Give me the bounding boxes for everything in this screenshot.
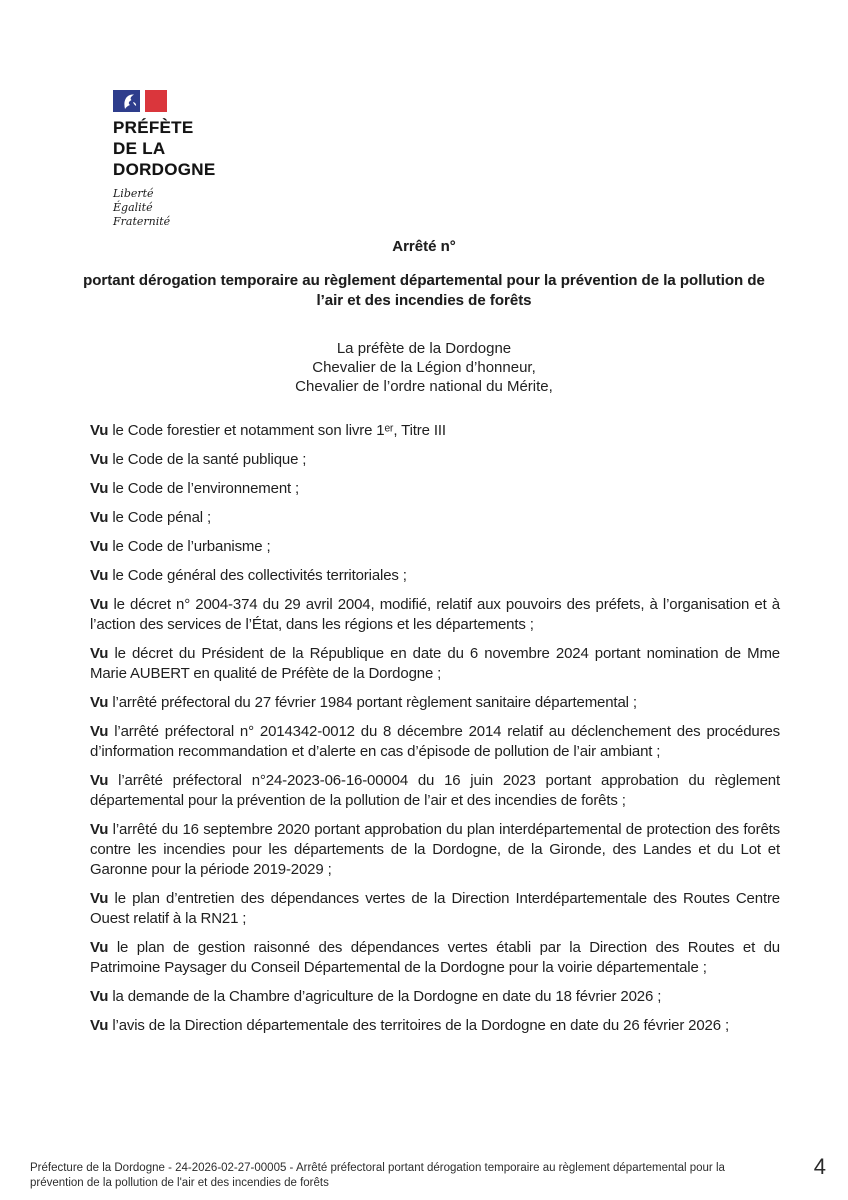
recital-text: l’arrêté préfectoral n° 2014342-0012 du 8 décembre 2014 relatif au déclenchement des procédures d’information recommandation et d’alerte en cas d’épisode de pollution de l’air ambiant ; [90, 723, 780, 760]
recital-paragraph [90, 693, 780, 713]
recital-lead: Vu [90, 723, 109, 740]
recital-text: le Code pénal ; [108, 509, 211, 526]
recital-text: le Code forestier et notamment son livre 1ᵉʳ, Titre III [108, 422, 446, 439]
recital-paragraph [90, 938, 780, 978]
recital-lead: Vu [90, 694, 109, 711]
institution-line-1: PRÉFÈTE [113, 118, 194, 137]
recital-text: le Code de la santé publique ; [108, 451, 307, 468]
recital-lead: Vu [90, 939, 109, 956]
recital-paragraph [90, 479, 780, 499]
recital-lead: Vu [90, 890, 109, 907]
page-number: 4 [813, 1154, 826, 1179]
recital-paragraph [90, 450, 780, 470]
issuing-authority [0, 339, 848, 396]
recital-paragraph [90, 1016, 780, 1036]
institution-name [113, 117, 216, 180]
institution-line-2: DE LA [113, 139, 166, 158]
recital-lead: Vu [90, 988, 109, 1005]
flag-red-band [145, 90, 167, 112]
recital-lead: Vu [90, 480, 109, 497]
recital-paragraph [90, 771, 780, 811]
recital-paragraph [90, 421, 780, 441]
recital-lead: Vu [90, 509, 109, 526]
arrete-subject-heading: portant dérogation temporaire au règlement départemental pour la prévention de la pollution de l’air et des incendies de forêts [83, 272, 765, 309]
recital-paragraph [90, 537, 780, 557]
recital-lead: Vu [90, 567, 109, 584]
recital-paragraph [90, 508, 780, 528]
recital-text: le décret n° 2004-374 du 29 avril 2004, modifié, relatif aux pouvoirs des préfets, à l’organisation et à l’action des services de l’État, dans les régions et les départements ; [90, 596, 780, 633]
recital-paragraph [90, 987, 780, 1007]
recital-paragraph [90, 566, 780, 586]
recital-paragraph [90, 820, 780, 880]
recital-lead: Vu [90, 538, 109, 555]
recital-text: le Code général des collectivités territoriales ; [108, 567, 407, 584]
recital-text: la demande de la Chambre d’agriculture de la Dordogne en date du 18 février 2026 ; [108, 988, 662, 1005]
motto-fraternite: Fraternité [113, 215, 171, 228]
recital-lead: Vu [90, 1017, 109, 1034]
recital-text: le décret du Président de la République en date du 6 novembre 2024 portant nomination de Mme Marie AUBERT en qualité de Préfète de la Dordogne ; [90, 645, 780, 682]
recital-lead: Vu [90, 821, 109, 838]
recital-text: l’arrêté préfectoral n°24-2023-06-16-00004 du 16 juin 2023 portant approbation du règlement départemental pour la prévention de la pollution de l’air et des incendies de forêts ; [90, 772, 780, 809]
recital-text: le plan d’entretien des dépendances vertes de la Direction Interdépartementale des Routes Centre Ouest relatif à la RN21 ; [90, 890, 780, 927]
recital-lead: Vu [90, 451, 109, 468]
recital-text: l’arrêté préfectoral du 27 février 1984 portant règlement sanitaire départemental ; [108, 694, 637, 711]
recital-text: le Code de l’environnement ; [108, 480, 300, 497]
motto-egalite: Égalité [113, 201, 153, 214]
footer-reference: Préfecture de la Dordogne - 24-2026-02-27-00005 - Arrêté préfectoral portant dérogation temporaire au règlement départemental pour la prévention de la pollution de l'air et des incendies de forêts [30, 1162, 725, 1189]
arrete-number-heading: Arrêté n° [392, 238, 456, 255]
recital-paragraph [90, 644, 780, 684]
recital-text: l’avis de la Direction départementale des territoires de la Dordogne en date du 26 février 2026 ; [108, 1017, 729, 1034]
recital-text: le Code de l’urbanisme ; [108, 538, 271, 555]
recital-text: le plan de gestion raisonné des dépendances vertes établi par la Direction des Routes et du Patrimoine Paysager du Conseil Départemental de la Dordogne pour la voirie départementale ; [90, 939, 780, 976]
authority-line-legion-honneur: Chevalier de la Légion d’honneur, [312, 359, 536, 376]
recital-lead: Vu [90, 772, 109, 789]
motto-liberte: Liberté [113, 187, 154, 200]
recital-text: l’arrêté du 16 septembre 2020 portant approbation du plan interdépartemental de protection des forêts contre les incendies pour les départements de la Dordogne, de la Gironde, des Landes et du Lot et Garonne pour la période 2019-2029 ; [90, 821, 780, 878]
french-flag-marianne-icon [113, 90, 167, 112]
recital-paragraph [90, 595, 780, 635]
recital-paragraph [90, 889, 780, 929]
institution-line-3: DORDOGNE [113, 160, 216, 179]
recitals-list [90, 421, 780, 1045]
authority-line-prefete: La préfète de la Dordogne [336, 340, 512, 357]
french-government-logo [113, 90, 216, 229]
recital-lead: Vu [90, 596, 109, 613]
recital-lead: Vu [90, 645, 109, 662]
authority-line-ordre-merite: Chevalier de l’ordre national du Mérite, [295, 378, 553, 395]
recital-paragraph [90, 722, 780, 762]
recital-lead: Vu [90, 422, 109, 439]
republic-motto [113, 187, 216, 229]
